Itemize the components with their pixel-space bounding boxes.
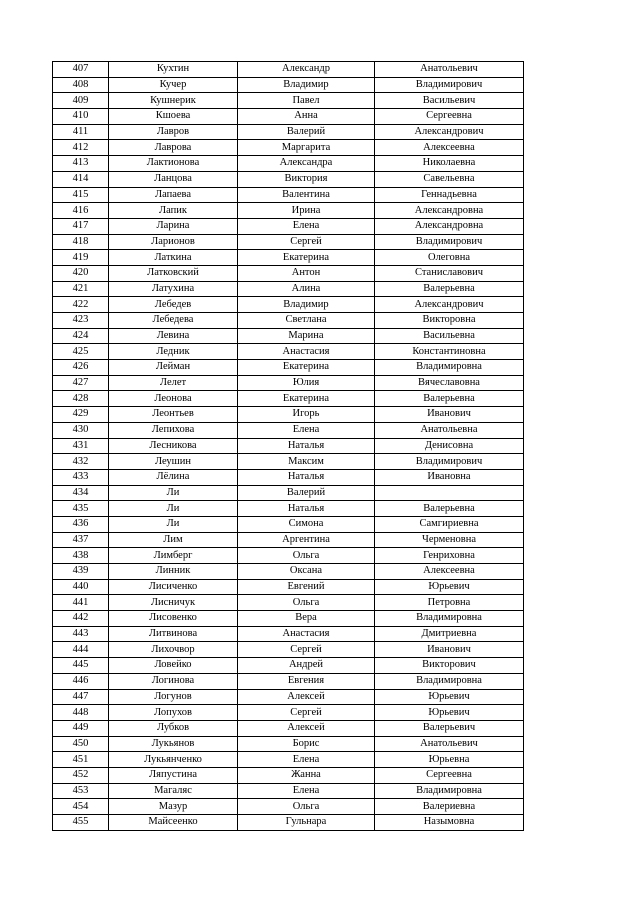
patronymic-cell: Александрович — [375, 297, 524, 313]
row-number-cell: 448 — [53, 705, 109, 721]
last-name-cell: Лисиченко — [109, 579, 238, 595]
last-name-cell: Лелет — [109, 375, 238, 391]
patronymic-cell: Олеговна — [375, 250, 524, 266]
last-name-cell: Латухина — [109, 281, 238, 297]
last-name-cell: Кучер — [109, 77, 238, 93]
first-name-cell: Ольга — [238, 799, 375, 815]
table-row — [53, 218, 524, 234]
patronymic-cell: Александровна — [375, 218, 524, 234]
patronymic-cell: Юрьевич — [375, 579, 524, 595]
last-name-cell: Леушин — [109, 454, 238, 470]
last-name-cell: Ларина — [109, 218, 238, 234]
table-row — [53, 532, 524, 548]
first-name-cell: Игорь — [238, 407, 375, 423]
table-row — [53, 62, 524, 78]
table-row — [53, 250, 524, 266]
first-name-cell: Жанна — [238, 767, 375, 783]
row-number-cell: 429 — [53, 407, 109, 423]
row-number-cell: 439 — [53, 564, 109, 580]
table-row — [53, 485, 524, 501]
row-number-cell: 419 — [53, 250, 109, 266]
row-number-cell: 424 — [53, 328, 109, 344]
table-row — [53, 815, 524, 831]
last-name-cell: Лаврова — [109, 140, 238, 156]
table-row — [53, 548, 524, 564]
table-row — [53, 109, 524, 125]
patronymic-cell: Валерьевна — [375, 501, 524, 517]
first-name-cell: Елена — [238, 218, 375, 234]
row-number-cell: 414 — [53, 171, 109, 187]
roster-body — [53, 62, 524, 831]
row-number-cell: 417 — [53, 218, 109, 234]
table-row — [53, 611, 524, 627]
last-name-cell: Ли — [109, 501, 238, 517]
table-row — [53, 658, 524, 674]
patronymic-cell: Геннадьевна — [375, 187, 524, 203]
first-name-cell: Екатерина — [238, 360, 375, 376]
patronymic-cell: Сергеевна — [375, 109, 524, 125]
table-row — [53, 171, 524, 187]
table-row — [53, 689, 524, 705]
first-name-cell: Ольга — [238, 595, 375, 611]
patronymic-cell: Валерьевич — [375, 720, 524, 736]
first-name-cell: Екатерина — [238, 250, 375, 266]
last-name-cell: Лисничук — [109, 595, 238, 611]
row-number-cell: 412 — [53, 140, 109, 156]
last-name-cell: Кшоева — [109, 109, 238, 125]
first-name-cell: Александр — [238, 62, 375, 78]
first-name-cell: Ирина — [238, 203, 375, 219]
table-row — [53, 595, 524, 611]
patronymic-cell: Владимирович — [375, 77, 524, 93]
first-name-cell: Анастасия — [238, 626, 375, 642]
patronymic-cell: Алексеевна — [375, 564, 524, 580]
row-number-cell: 446 — [53, 673, 109, 689]
patronymic-cell: Иванович — [375, 407, 524, 423]
patronymic-cell: Владимировна — [375, 783, 524, 799]
table-row — [53, 501, 524, 517]
patronymic-cell: Владимировна — [375, 360, 524, 376]
patronymic-cell: Иванович — [375, 642, 524, 658]
last-name-cell: Лебедев — [109, 297, 238, 313]
table-row — [53, 516, 524, 532]
table-row — [53, 344, 524, 360]
row-number-cell: 431 — [53, 438, 109, 454]
first-name-cell: Евгения — [238, 673, 375, 689]
table-row — [53, 736, 524, 752]
row-number-cell: 435 — [53, 501, 109, 517]
table-row — [53, 203, 524, 219]
row-number-cell: 410 — [53, 109, 109, 125]
row-number-cell: 438 — [53, 548, 109, 564]
patronymic-cell: Анатольевич — [375, 736, 524, 752]
table-row — [53, 642, 524, 658]
first-name-cell: Алексей — [238, 689, 375, 705]
patronymic-cell: Алексеевна — [375, 140, 524, 156]
table-row — [53, 313, 524, 329]
last-name-cell: Лимберг — [109, 548, 238, 564]
last-name-cell: Латкина — [109, 250, 238, 266]
row-number-cell: 453 — [53, 783, 109, 799]
table-row — [53, 234, 524, 250]
last-name-cell: Лисовенко — [109, 611, 238, 627]
last-name-cell: Лактионова — [109, 156, 238, 172]
patronymic-cell: Петровна — [375, 595, 524, 611]
row-number-cell: 423 — [53, 313, 109, 329]
patronymic-cell: Самгириевна — [375, 516, 524, 532]
patronymic-cell: Анатольевна — [375, 422, 524, 438]
table-row — [53, 579, 524, 595]
first-name-cell: Алина — [238, 281, 375, 297]
patronymic-cell: Сергеевна — [375, 767, 524, 783]
first-name-cell: Александра — [238, 156, 375, 172]
first-name-cell: Ольга — [238, 548, 375, 564]
last-name-cell: Ли — [109, 485, 238, 501]
first-name-cell: Елена — [238, 752, 375, 768]
row-number-cell: 450 — [53, 736, 109, 752]
first-name-cell: Марина — [238, 328, 375, 344]
last-name-cell: Лёлина — [109, 469, 238, 485]
first-name-cell: Наталья — [238, 501, 375, 517]
first-name-cell: Валентина — [238, 187, 375, 203]
table-row — [53, 360, 524, 376]
first-name-cell: Валерий — [238, 124, 375, 140]
row-number-cell: 409 — [53, 93, 109, 109]
table-row — [53, 265, 524, 281]
patronymic-cell: Генриховна — [375, 548, 524, 564]
row-number-cell: 447 — [53, 689, 109, 705]
patronymic-cell: Николаевна — [375, 156, 524, 172]
last-name-cell: Лапаева — [109, 187, 238, 203]
table-row — [53, 281, 524, 297]
row-number-cell: 440 — [53, 579, 109, 595]
patronymic-cell: Валерьевна — [375, 281, 524, 297]
last-name-cell: Ланцова — [109, 171, 238, 187]
row-number-cell: 445 — [53, 658, 109, 674]
patronymic-cell: Дмитриевна — [375, 626, 524, 642]
patronymic-cell: Савельевна — [375, 171, 524, 187]
last-name-cell: Лукьянов — [109, 736, 238, 752]
first-name-cell: Симона — [238, 516, 375, 532]
row-number-cell: 413 — [53, 156, 109, 172]
patronymic-cell: Станиславович — [375, 265, 524, 281]
table-row — [53, 124, 524, 140]
patronymic-cell: Владимировна — [375, 673, 524, 689]
first-name-cell: Юлия — [238, 375, 375, 391]
last-name-cell: Лапик — [109, 203, 238, 219]
table-row — [53, 375, 524, 391]
last-name-cell: Логунов — [109, 689, 238, 705]
last-name-cell: Лукьянченко — [109, 752, 238, 768]
last-name-cell: Ледник — [109, 344, 238, 360]
table-row — [53, 626, 524, 642]
last-name-cell: Логинова — [109, 673, 238, 689]
first-name-cell: Елена — [238, 422, 375, 438]
patronymic-cell: Валериевна — [375, 799, 524, 815]
table-row — [53, 77, 524, 93]
table-row — [53, 454, 524, 470]
row-number-cell: 427 — [53, 375, 109, 391]
patronymic-cell: Вячеславовна — [375, 375, 524, 391]
row-number-cell: 441 — [53, 595, 109, 611]
first-name-cell: Борис — [238, 736, 375, 752]
patronymic-cell: Константиновна — [375, 344, 524, 360]
first-name-cell: Андрей — [238, 658, 375, 674]
table-row — [53, 752, 524, 768]
table-row — [53, 767, 524, 783]
table-row — [53, 93, 524, 109]
row-number-cell: 422 — [53, 297, 109, 313]
first-name-cell: Сергей — [238, 234, 375, 250]
patronymic-cell: Юрьевна — [375, 752, 524, 768]
last-name-cell: Леонова — [109, 391, 238, 407]
row-number-cell: 451 — [53, 752, 109, 768]
patronymic-cell: Ивановна — [375, 469, 524, 485]
last-name-cell: Ли — [109, 516, 238, 532]
patronymic-cell: Назымовна — [375, 815, 524, 831]
patronymic-cell: Валерьевна — [375, 391, 524, 407]
patronymic-cell: Васильевич — [375, 93, 524, 109]
last-name-cell: Лепихова — [109, 422, 238, 438]
row-number-cell: 436 — [53, 516, 109, 532]
table-row — [53, 140, 524, 156]
last-name-cell: Мазур — [109, 799, 238, 815]
patronymic-cell: Александрович — [375, 124, 524, 140]
last-name-cell: Лим — [109, 532, 238, 548]
row-number-cell: 430 — [53, 422, 109, 438]
last-name-cell: Лавров — [109, 124, 238, 140]
row-number-cell: 428 — [53, 391, 109, 407]
last-name-cell: Лопухов — [109, 705, 238, 721]
row-number-cell: 416 — [53, 203, 109, 219]
last-name-cell: Лесникова — [109, 438, 238, 454]
table-row — [53, 438, 524, 454]
table-row — [53, 407, 524, 423]
patronymic-cell: Анатольевич — [375, 62, 524, 78]
row-number-cell: 420 — [53, 265, 109, 281]
first-name-cell: Елена — [238, 783, 375, 799]
first-name-cell: Павел — [238, 93, 375, 109]
patronymic-cell: Александровна — [375, 203, 524, 219]
table-row — [53, 799, 524, 815]
row-number-cell: 418 — [53, 234, 109, 250]
first-name-cell: Валерий — [238, 485, 375, 501]
first-name-cell: Антон — [238, 265, 375, 281]
first-name-cell: Виктория — [238, 171, 375, 187]
last-name-cell: Ляпустина — [109, 767, 238, 783]
row-number-cell: 426 — [53, 360, 109, 376]
table-row — [53, 328, 524, 344]
last-name-cell: Кухтин — [109, 62, 238, 78]
last-name-cell: Лихочвор — [109, 642, 238, 658]
row-number-cell: 455 — [53, 815, 109, 831]
table-row — [53, 422, 524, 438]
row-number-cell: 443 — [53, 626, 109, 642]
first-name-cell: Маргарита — [238, 140, 375, 156]
first-name-cell: Сергей — [238, 642, 375, 658]
last-name-cell: Магаляс — [109, 783, 238, 799]
row-number-cell: 454 — [53, 799, 109, 815]
last-name-cell: Лубков — [109, 720, 238, 736]
first-name-cell: Наталья — [238, 438, 375, 454]
row-number-cell: 444 — [53, 642, 109, 658]
table-row — [53, 391, 524, 407]
row-number-cell: 411 — [53, 124, 109, 140]
table-row — [53, 673, 524, 689]
first-name-cell: Наталья — [238, 469, 375, 485]
last-name-cell: Ларионов — [109, 234, 238, 250]
roster-table — [52, 61, 524, 831]
last-name-cell: Кушнерик — [109, 93, 238, 109]
first-name-cell: Светлана — [238, 313, 375, 329]
table-row — [53, 720, 524, 736]
table-row — [53, 297, 524, 313]
first-name-cell: Аргентина — [238, 532, 375, 548]
table-row — [53, 564, 524, 580]
row-number-cell: 425 — [53, 344, 109, 360]
patronymic-cell: Юрьевич — [375, 689, 524, 705]
last-name-cell: Ловейко — [109, 658, 238, 674]
first-name-cell: Максим — [238, 454, 375, 470]
last-name-cell: Майсеенко — [109, 815, 238, 831]
patronymic-cell: Владимировна — [375, 611, 524, 627]
last-name-cell: Лейман — [109, 360, 238, 376]
last-name-cell: Латковский — [109, 265, 238, 281]
row-number-cell: 434 — [53, 485, 109, 501]
row-number-cell: 415 — [53, 187, 109, 203]
first-name-cell: Евгений — [238, 579, 375, 595]
row-number-cell: 442 — [53, 611, 109, 627]
last-name-cell: Левина — [109, 328, 238, 344]
row-number-cell: 433 — [53, 469, 109, 485]
table-row — [53, 783, 524, 799]
row-number-cell: 408 — [53, 77, 109, 93]
table-row — [53, 705, 524, 721]
row-number-cell: 437 — [53, 532, 109, 548]
patronymic-cell: Владимирович — [375, 454, 524, 470]
last-name-cell: Линник — [109, 564, 238, 580]
first-name-cell: Оксана — [238, 564, 375, 580]
first-name-cell: Вера — [238, 611, 375, 627]
patronymic-cell: Васильевна — [375, 328, 524, 344]
patronymic-cell — [375, 485, 524, 501]
patronymic-cell: Викторовна — [375, 313, 524, 329]
first-name-cell: Гульнара — [238, 815, 375, 831]
first-name-cell: Владимир — [238, 77, 375, 93]
patronymic-cell: Денисовна — [375, 438, 524, 454]
first-name-cell: Алексей — [238, 720, 375, 736]
table-row — [53, 187, 524, 203]
first-name-cell: Екатерина — [238, 391, 375, 407]
last-name-cell: Леонтьев — [109, 407, 238, 423]
row-number-cell: 449 — [53, 720, 109, 736]
patronymic-cell: Юрьевич — [375, 705, 524, 721]
first-name-cell: Владимир — [238, 297, 375, 313]
patronymic-cell: Викторович — [375, 658, 524, 674]
row-number-cell: 432 — [53, 454, 109, 470]
table-row — [53, 156, 524, 172]
first-name-cell: Анастасия — [238, 344, 375, 360]
row-number-cell: 407 — [53, 62, 109, 78]
last-name-cell: Лебедева — [109, 313, 238, 329]
row-number-cell: 421 — [53, 281, 109, 297]
patronymic-cell: Владимирович — [375, 234, 524, 250]
patronymic-cell: Черменовна — [375, 532, 524, 548]
last-name-cell: Литвинова — [109, 626, 238, 642]
table-row — [53, 469, 524, 485]
row-number-cell: 452 — [53, 767, 109, 783]
first-name-cell: Сергей — [238, 705, 375, 721]
first-name-cell: Анна — [238, 109, 375, 125]
